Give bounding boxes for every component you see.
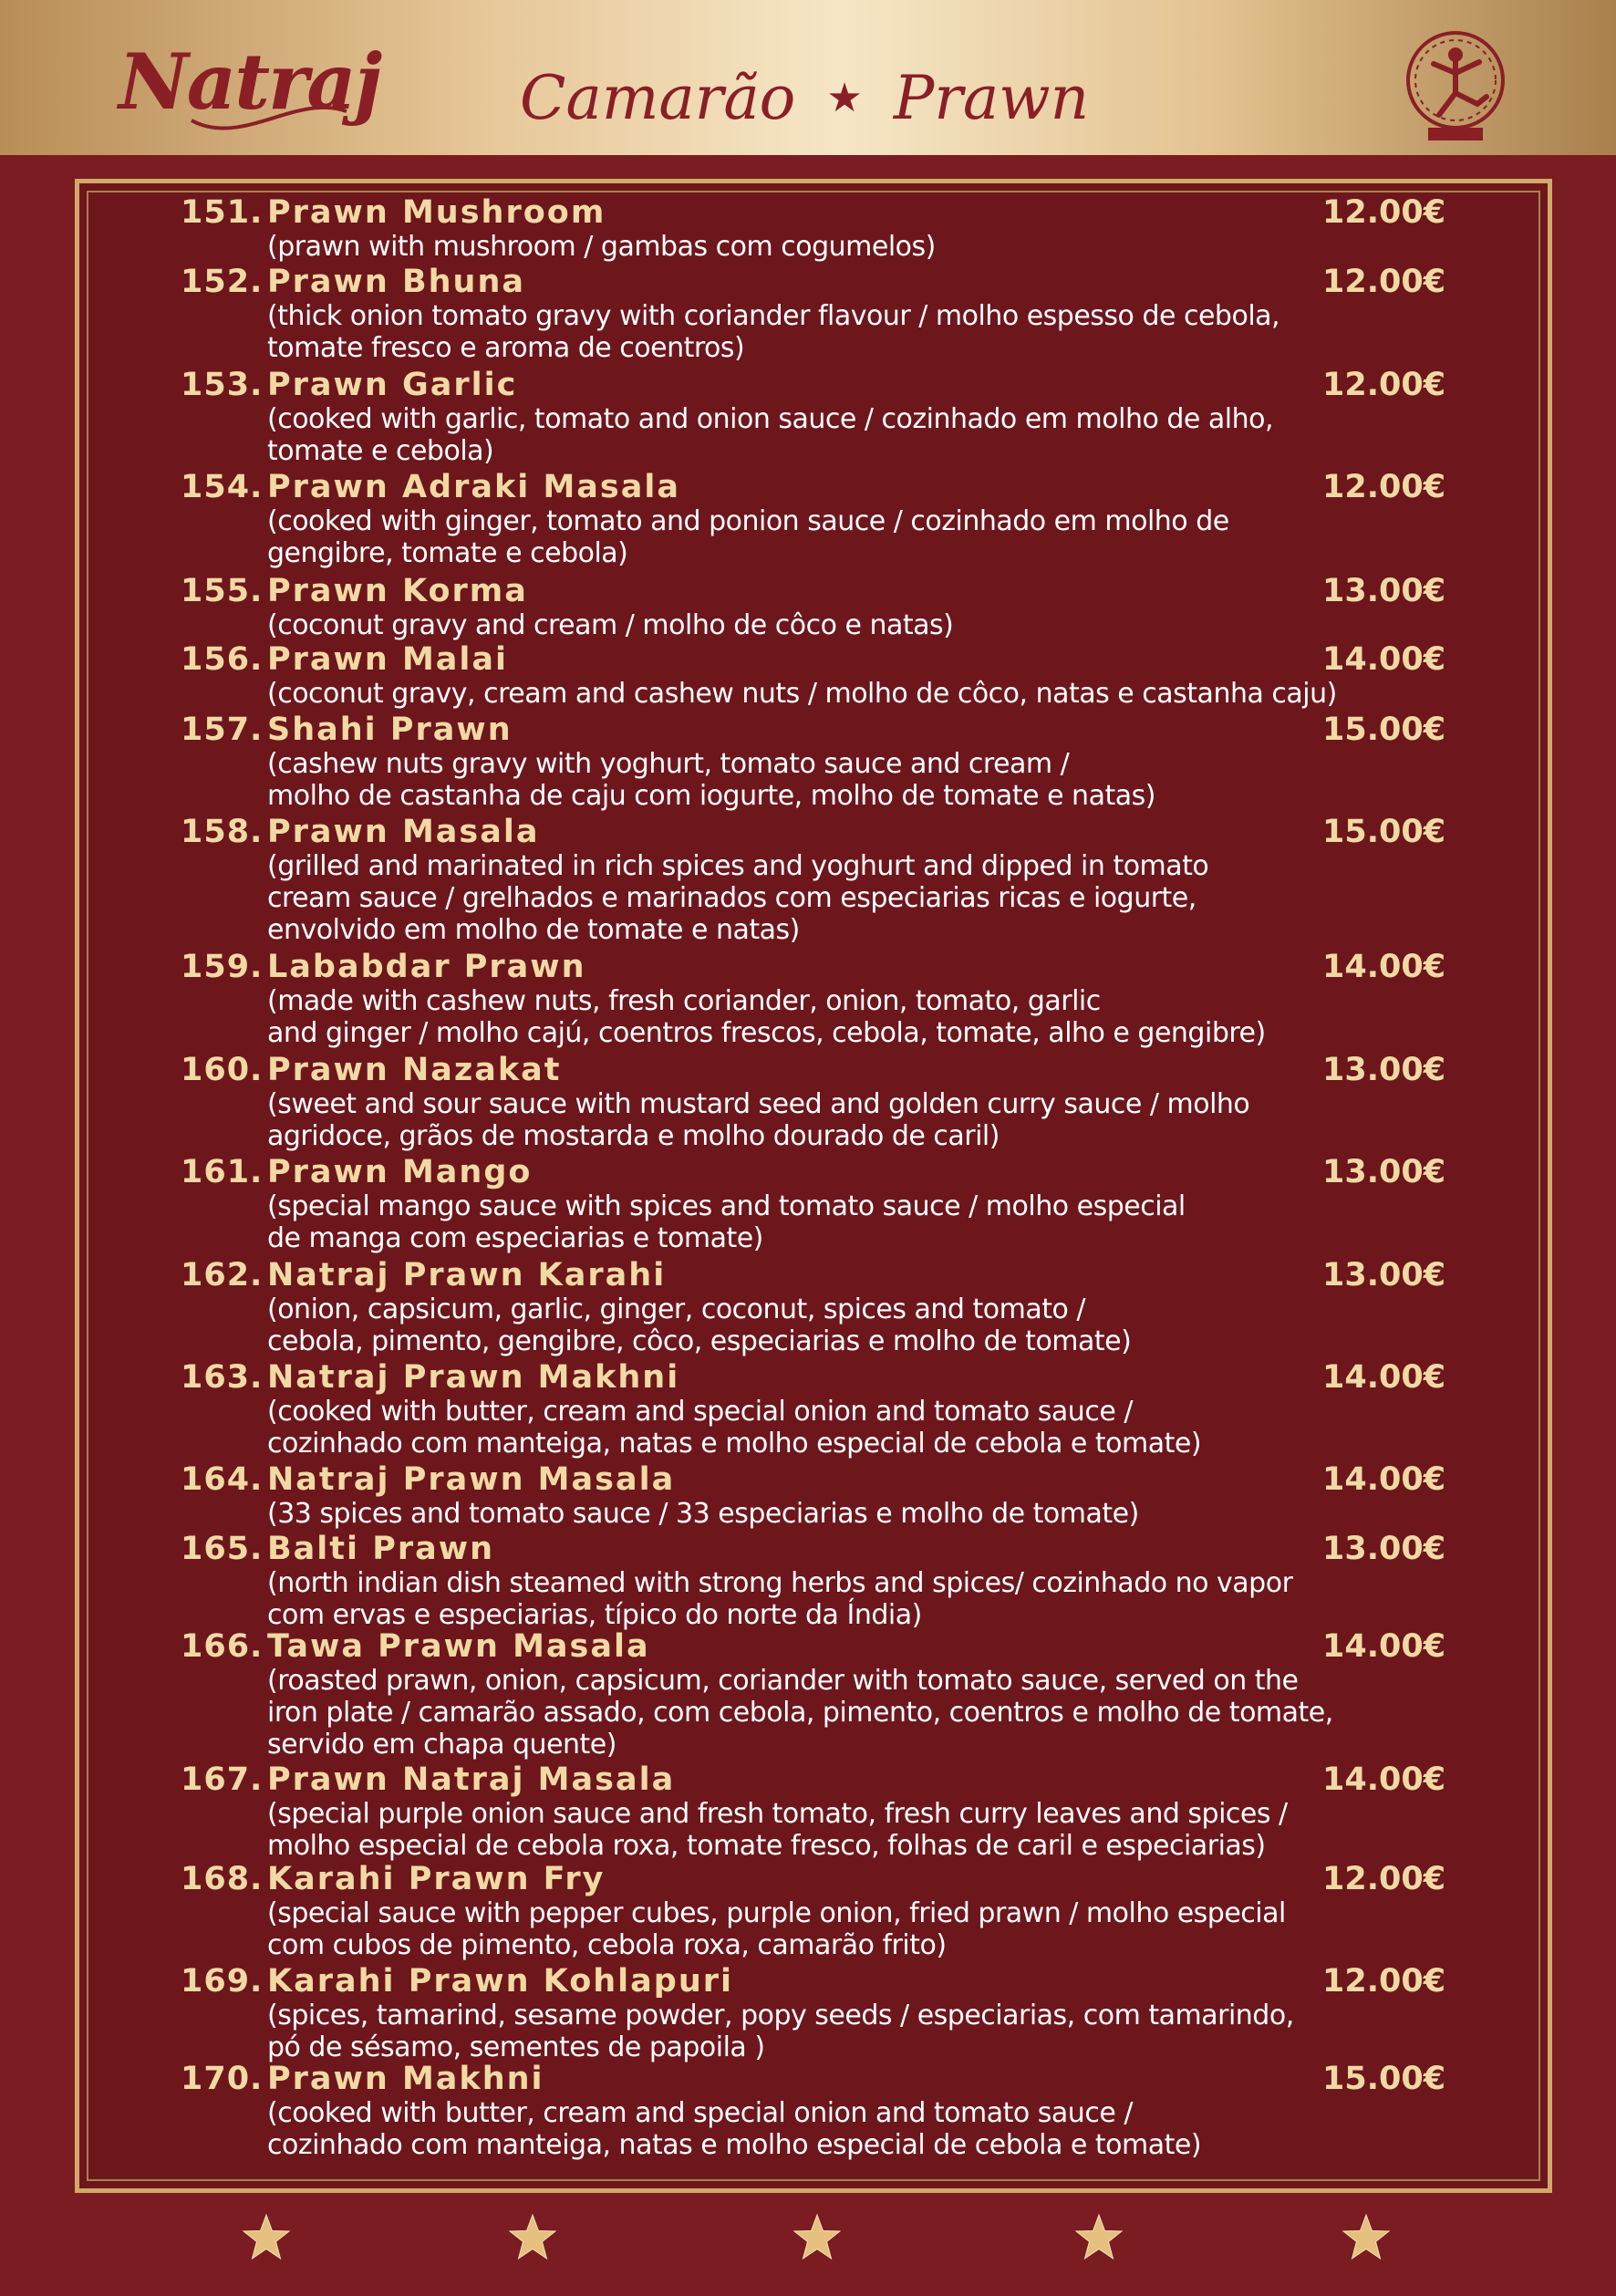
item-price: 15.00€ (1322, 712, 1446, 748)
item-description: (33 spices and tomato sauce / 33 especiarias e molho de tomate) (267, 1498, 1139, 1530)
item-number: 166. (181, 1628, 264, 1665)
item-name: Balti Prawn (267, 1531, 494, 1567)
item-price: 12.00€ (1322, 1861, 1446, 1897)
item-price: 13.00€ (1322, 1052, 1446, 1088)
item-name: Prawn Malai (267, 641, 509, 678)
star-icon (1341, 2212, 1392, 2263)
item-name: Prawn Masala (267, 814, 540, 850)
item-number: 169. (181, 1963, 264, 2000)
item-description: (coconut gravy, cream and cashew nuts / molho de côco, natas e castanha caju) (267, 678, 1337, 710)
item-name: Prawn Garlic (267, 367, 518, 403)
item-description: (cooked with garlic, tomato and onion sauce / cozinhado em molho de alho, tomate e cebola) (267, 403, 1274, 467)
star-icon (792, 2212, 843, 2263)
item-number: 162. (181, 1257, 264, 1293)
item-description: (made with cashew nuts, fresh coriander, onion, tomato, garlic and ginger / molho cajú, coentros frescos, cebola, tomate, alho e gengibre) (267, 985, 1266, 1049)
item-number: 158. (181, 814, 264, 850)
decorative-star-row (0, 2212, 1616, 2276)
item-price: 15.00€ (1322, 2061, 1446, 2097)
item-description: (cooked with ginger, tomato and ponion sauce / cozinhado em molho de gengibre, tomate e cebola) (267, 505, 1229, 569)
item-price: 14.00€ (1322, 1628, 1446, 1665)
item-name: Karahi Prawn Fry (267, 1861, 606, 1897)
item-description: (special mango sauce with spices and tomato sauce / molho especial de manga com especiarias e tomate) (267, 1190, 1186, 1254)
item-name: Karahi Prawn Kohlapuri (267, 1963, 733, 2000)
star-icon (1073, 2212, 1124, 2263)
item-price: 12.00€ (1322, 367, 1446, 403)
item-price: 14.00€ (1322, 1761, 1446, 1798)
item-number: 153. (181, 367, 264, 403)
item-name: Natraj Prawn Karahi (267, 1257, 667, 1293)
item-name: Tawa Prawn Masala (267, 1628, 650, 1665)
item-description: (grilled and marinated in rich spices and yoghurt and dipped in tomato cream sauce / grelhados e marinados com especiarias ricas e iogurte, envolvido em molho de tomate e natas) (267, 850, 1209, 946)
item-number: 163. (181, 1359, 264, 1396)
item-description: (spices, tamarind, sesame powder, popy seeds / especiarias, com tamarindo, pó de sésamo, sementes de papoila ) (267, 2000, 1294, 2063)
item-name: Prawn Bhuna (267, 264, 526, 300)
item-number: 167. (181, 1761, 264, 1798)
item-name: Prawn Nazakat (267, 1052, 562, 1088)
item-price: 14.00€ (1322, 641, 1446, 678)
item-number: 165. (181, 1531, 264, 1567)
item-number: 164. (181, 1461, 264, 1498)
item-description: (cooked with butter, cream and special onion and tomato sauce / cozinhado com manteiga, natas e molho especial de cebola e tomate) (267, 2097, 1202, 2161)
item-name: Prawn Mango (267, 1154, 533, 1190)
item-number: 151. (181, 194, 264, 231)
item-name: Prawn Mushroom (267, 194, 606, 231)
item-name: Natraj Prawn Masala (267, 1461, 676, 1498)
item-number: 161. (181, 1154, 264, 1190)
star-icon (241, 2212, 292, 2263)
item-name: Prawn Korma (267, 573, 528, 609)
item-number: 157. (181, 712, 264, 748)
item-price: 14.00€ (1322, 1461, 1446, 1498)
item-number: 159. (181, 949, 264, 985)
item-name: Natraj Prawn Makhni (267, 1359, 680, 1396)
item-price: 12.00€ (1322, 1963, 1446, 2000)
item-price: 13.00€ (1322, 1531, 1446, 1567)
item-description: (prawn with mushroom / gambas com cogumelos) (267, 231, 936, 263)
item-description: (onion, capsicum, garlic, ginger, coconut, spices and tomato / cebola, pimento, gengibre, côco, especiarias e molho de tomate) (267, 1293, 1132, 1357)
item-number: 156. (181, 641, 264, 678)
item-number: 152. (181, 264, 264, 300)
item-description: (coconut gravy and cream / molho de côco e natas) (267, 609, 954, 641)
header-banner (0, 0, 1616, 155)
item-price: 15.00€ (1322, 814, 1446, 850)
page-title (520, 53, 1089, 144)
item-price: 12.00€ (1322, 194, 1446, 231)
item-name: Prawn Makhni (267, 2061, 544, 2097)
item-price: 13.00€ (1322, 1154, 1446, 1190)
item-description: (special purple onion sauce and fresh tomato, fresh curry leaves and spices / molho especial de cebola roxa, tomate fresco, folhas de caril e especiarias) (267, 1798, 1288, 1862)
logo-swash-icon (187, 84, 351, 139)
item-name: Prawn Adraki Masala (267, 469, 680, 505)
item-description: (north indian dish steamed with strong herbs and spices/ cozinhado no vapor com ervas e especiarias, típico do norte da Índia) (267, 1567, 1293, 1631)
item-description: (thick onion tomato gravy with coriander flavour / molho espesso de cebola, tomate fresco e aroma de coentros) (267, 300, 1280, 364)
item-name: Shahi Prawn (267, 712, 513, 748)
title-english: Prawn (893, 63, 1090, 133)
item-price: 13.00€ (1322, 573, 1446, 609)
item-name: Lababdar Prawn (267, 949, 586, 985)
item-number: 160. (181, 1052, 264, 1088)
item-description: (sweet and sour sauce with mustard seed and golden curry sauce / molho agridoce, grãos de mostarda e molho dourado de caril) (267, 1088, 1250, 1152)
title-separator-star: ★ (826, 75, 863, 121)
item-description: (cooked with butter, cream and special onion and tomato sauce / cozinhado com manteiga, natas e molho especial de cebola e tomate) (267, 1396, 1202, 1460)
title-portuguese: Camarão (520, 63, 796, 133)
item-description: (special sauce with pepper cubes, purple onion, fried prawn / molho especial com cubos de pimento, cebola roxa, camarão frito) (267, 1897, 1286, 1961)
item-number: 154. (181, 469, 264, 505)
item-description: (cashew nuts gravy with yoghurt, tomato sauce and cream / molho de castanha de caju com iogurte, molho de tomate e natas) (267, 748, 1155, 812)
item-number: 170. (181, 2061, 264, 2097)
item-number: 155. (181, 573, 264, 609)
item-price: 14.00€ (1322, 949, 1446, 985)
star-icon (507, 2212, 558, 2263)
logo-text: Natraj (119, 36, 381, 127)
item-price: 12.00€ (1322, 264, 1446, 300)
item-price: 12.00€ (1322, 469, 1446, 505)
item-name: Prawn Natraj Masala (267, 1761, 676, 1798)
item-number: 168. (181, 1861, 264, 1897)
item-price: 14.00€ (1322, 1359, 1446, 1396)
item-price: 13.00€ (1322, 1257, 1446, 1293)
item-description: (roasted prawn, onion, capsicum, coriander with tomato sauce, served on the iron plate / camarão assado, com cebola, pimento, coentros e molho de tomate, servido em chapa quente) (267, 1665, 1333, 1761)
dancing-shiva-natraj-icon (1403, 20, 1508, 151)
